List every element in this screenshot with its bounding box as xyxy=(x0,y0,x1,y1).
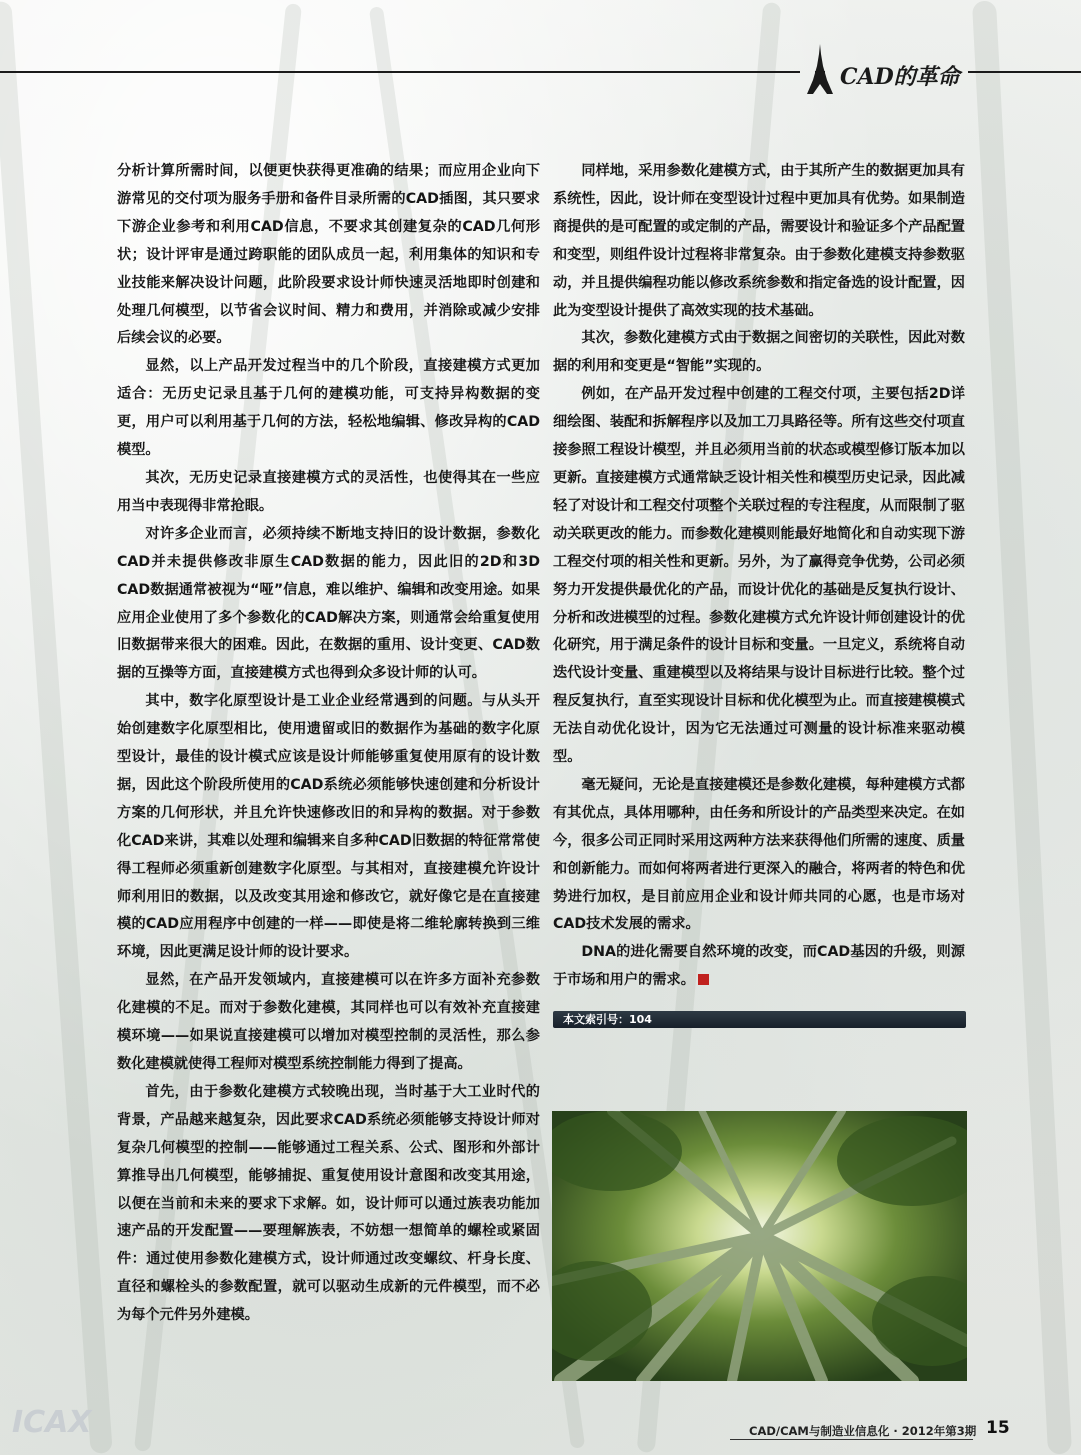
publication-info: CAD/CAM与制造业信息化 · 2012年第3期 xyxy=(749,1424,977,1438)
watermark-text: ICAX xyxy=(12,1405,92,1440)
paragraph: 例如，在产品开发过程中创建的工程交付项，主要包括2D详细绘图、装配和拆解程序以及加工刀具路径等。所有这些交付项直接参照工程设计模型，并且必须用当前的状态或模型修订版本加以更新。直接建模方式通常缺乏设计相关性和模型历史记录，因此减轻了对设计和工程交付项整个关联过程的专注程度，从而限制了驱动关联更改的能力。而参数化建模则能最好地简化和自动实现下游工程交付项的相关性和更新。另外，为了赢得竞争优势，公司必须努力开发提供最优化的产品，而设计优化的基础是反复执行设计、分析和改进模型的过程。参数化建模方式允许设计师创建设计的优化研究，用于满足条件的设计目标和变量。一旦定义，系统将自动迭代设计变量、重建模型以及将结果与设计目标进行比较。整个过程反复执行，直至实现设计目标和优化模型为止。而直接建模模式无法自动优化设计，因为它无法通过可测量的设计标准来驱动模型。 xyxy=(553,386,965,766)
paragraph: 毫无疑问，无论是直接建模还是参数化建模，每种建模方式都有其优点，具体用哪种，由任务和所设计的产品类型来决定。在如今，很多公司正同时采用这两种方法来获得他们所需的速度、质量和创新能力。而如何将两者进行更深入的融合，将两者的特色和优势进行加权，是目前应用企业和设计师共同的心愿，也是市场对CAD技术发展的需求。 xyxy=(553,776,965,933)
paragraph: 显然，在产品开发领域内，直接建模可以在许多方面补充参数化建模的不足。而对于参数化建模，其同样也可以有效补充直接建模环境——如果说直接建模可以增加对模型控制的灵活性，那么参数化建模就使得工程师对模型系统控制能力得到了提高。 xyxy=(117,972,540,1072)
paragraph: 其中，数字化原型设计是工业企业经常遇到的问题。与从头开始创建数字化原型相比，使用遗留或旧的数据作为基础的数字化原型设计，最佳的设计模式应该是设计师能够重复使用原有的设计数据，因此这个阶段所使用的CAD系统必须能够快速创建和分析设计方案的几何形状，并且允许快速修改旧的和异构的数据。对于参数化CAD来讲，其难以处理和编辑来自多种CAD旧数据的特征常常使得工程师必须重新创建数字化原型。与其相对，直接建模允许设计师利用旧的数据，以及改变其用途和修改它，就好像它是在直接建模的CAD应用程序中创建的一样——即使是将二维轮廓转换到三维环境，因此更满足设计师的设计要求。 xyxy=(117,693,540,961)
closing-paragraph xyxy=(553,939,965,995)
left-text-column xyxy=(117,158,540,1330)
end-of-article-icon xyxy=(698,974,709,985)
paragraph: 同样地，采用参数化建模方式，由于其所产生的数据更加具有系统性，因此，设计师在变型设计过程中更加具有优势。如果制造商提供的是可配置的或定制的产品，需要设计和验证多个产品配置和变型，则组件设计过程将非常复杂。由于参数化建模支持参数驱动，并且提供编程功能以修改系统参数和指定备选的设计配置，因此为变型设计提供了高效实现的技术基础。 xyxy=(553,163,965,319)
right-text-column xyxy=(553,158,965,995)
background-bamboo-stalk xyxy=(0,1,113,1454)
section-title: CAD的革命 xyxy=(840,64,960,90)
paragraph: 显然，以上产品开发过程当中的几个阶段，直接建模方式更加适合：无历史记录且基于几何的建模功能，可支持异构数据的变更，用户可以利用基于几何的方法，轻松地编辑、修改异构的CAD模型。 xyxy=(117,358,540,459)
paragraph: 其次，参数化建模方式由于数据之间密切的关联性，因此对数据的利用和变更是“智能”实现的。 xyxy=(553,330,965,375)
closing-paragraph-text: DNA的进化需要自然环境的改变，而CAD基因的升级，则源于市场和用户的需求。 xyxy=(553,944,965,989)
background-bamboo-stalk xyxy=(972,0,1072,1454)
page-number: 15 xyxy=(986,1418,1010,1438)
bamboo-forest-photo xyxy=(552,1111,967,1381)
paragraph: 首先，由于参数化建模方式较晚出现，当时基于大工业时代的背景，产品越来越复杂，因此要求CAD系统必须能够支持设计师对复杂几何模型的控制——能够通过工程关系、公式、图形和外部计算推导出几何模型，能够捕捉、重复使用设计意图和改变其用途，以便在当前和未来的要求下求解。如，设计师可以通过族表功能加速产品的开发配置——要理解族表，不妨想一想简单的螺栓或紧固件：通过使用参数化建模方式，设计师通过改变螺纹、杆身长度、直径和螺栓头的参数配置，就可以驱动生成新的元件模型，而不必为每个元件另外建模。 xyxy=(117,1083,540,1324)
paragraph: 分析计算所需时间，以便更快获得更准确的结果；而应用企业向下游常见的交付项为服务手册和备件目录所需的CAD插图，其只要求下游企业参考和利用CAD信息，不要求其创建复杂的CAD几何形状；设计评审是通过跨职能的团队成员一起，利用集体的知识和专业技能来解决设计问题，此阶段要求设计师快速灵活地即时创建和处理几何模型，以节省会议时间、精力和费用，并消除或减少安排后续会议的必要。 xyxy=(117,163,540,347)
footer-rule xyxy=(730,1439,973,1440)
header-rule-right xyxy=(968,71,1081,73)
icax-watermark-logo xyxy=(8,1402,128,1442)
paragraph: 对许多企业而言，必须持续不断地支持旧的设计数据，参数化CAD并未提供修改非原生CAD数据的能力，因此旧的2D和3D CAD数据通常被视为“哑”信息，难以维护、编辑和改变用途。如果应用企业使用了多个参数化的CAD解决方案，则通常会给重复使用旧数据带来很大的困难。因此，在数据的重用、设计变更、CAD数据的互操等方面，直接建模方式也得到众多设计师的认可。 xyxy=(117,525,540,682)
paragraph: 其次，无历史记录直接建模方式的灵活性，也使得其在一些应用当中表现得非常抢眼。 xyxy=(117,469,540,514)
eiffel-tower-icon xyxy=(805,44,835,94)
header-rule-left xyxy=(0,71,800,73)
article-reference-bar: 本文索引号：104 xyxy=(553,1011,966,1028)
